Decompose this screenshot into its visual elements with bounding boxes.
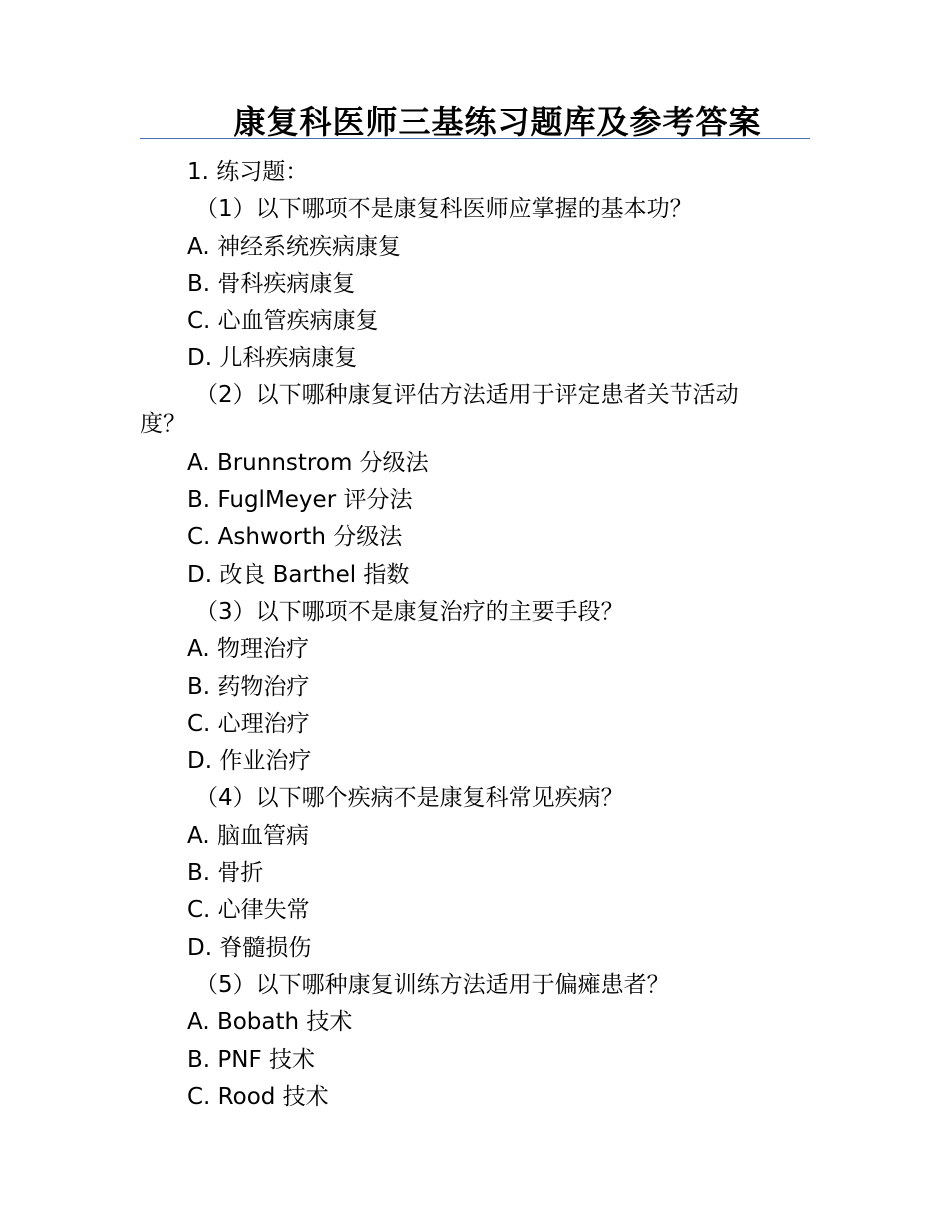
question-2-option-a: A. Brunnstrom 分级法 — [187, 449, 429, 476]
question-4-option-c: C. 心律失常 — [187, 897, 310, 924]
question-3-option-a: A. 物理治疗 — [187, 636, 309, 663]
question-5-option-b: B. PNF 技术 — [187, 1046, 316, 1073]
question-3-option-d: D. 作业治疗 — [187, 748, 312, 775]
question-1-option-c: C. 心血管疾病康复 — [187, 308, 379, 335]
question-1-stem: （1）以下哪项不是康复科医师应掌握的基本功？ — [195, 196, 693, 223]
question-1-option-b: B. 骨科疾病康复 — [187, 270, 356, 297]
document-body — [140, 154, 780, 1116]
title-underline — [140, 138, 810, 139]
question-4-option-a: A. 脑血管病 — [187, 822, 309, 849]
question-3-option-b: B. 药物治疗 — [187, 673, 310, 700]
document-title: 康复科医师三基练习题库及参考答案 — [233, 103, 762, 141]
question-2-option-b: B. FuglMeyer 评分法 — [187, 487, 413, 514]
question-5-option-c: C. Rood 技术 — [187, 1083, 329, 1110]
question-4-option-d: D. 脊髓损伤 — [187, 934, 312, 961]
question-3-option-c: C. 心理治疗 — [187, 710, 310, 737]
question-2-stem: （2）以下哪种康复评估方法适用于评定患者关节活动度？ — [140, 381, 739, 438]
question-1-option-d: D. 儿科疾病康复 — [187, 345, 358, 372]
question-4-stem: （4）以下哪个疾病不是康复科常见疾病？ — [195, 785, 624, 812]
question-5-stem: （5）以下哪种康复训练方法适用于偏瘫患者？ — [195, 971, 670, 998]
question-4-option-b: B. 骨折 — [187, 860, 264, 887]
question-2-option-d: D. 改良 Barthel 指数 — [187, 561, 410, 588]
question-3-stem: （3）以下哪项不是康复治疗的主要手段？ — [195, 598, 624, 625]
section-heading: 1. 练习题： — [187, 159, 309, 185]
question-5-option-a: A. Bobath 技术 — [187, 1009, 353, 1036]
question-2-option-c: C. Ashworth 分级法 — [187, 524, 403, 551]
question-1-option-a: A. 神经系统疾病康复 — [187, 233, 401, 260]
